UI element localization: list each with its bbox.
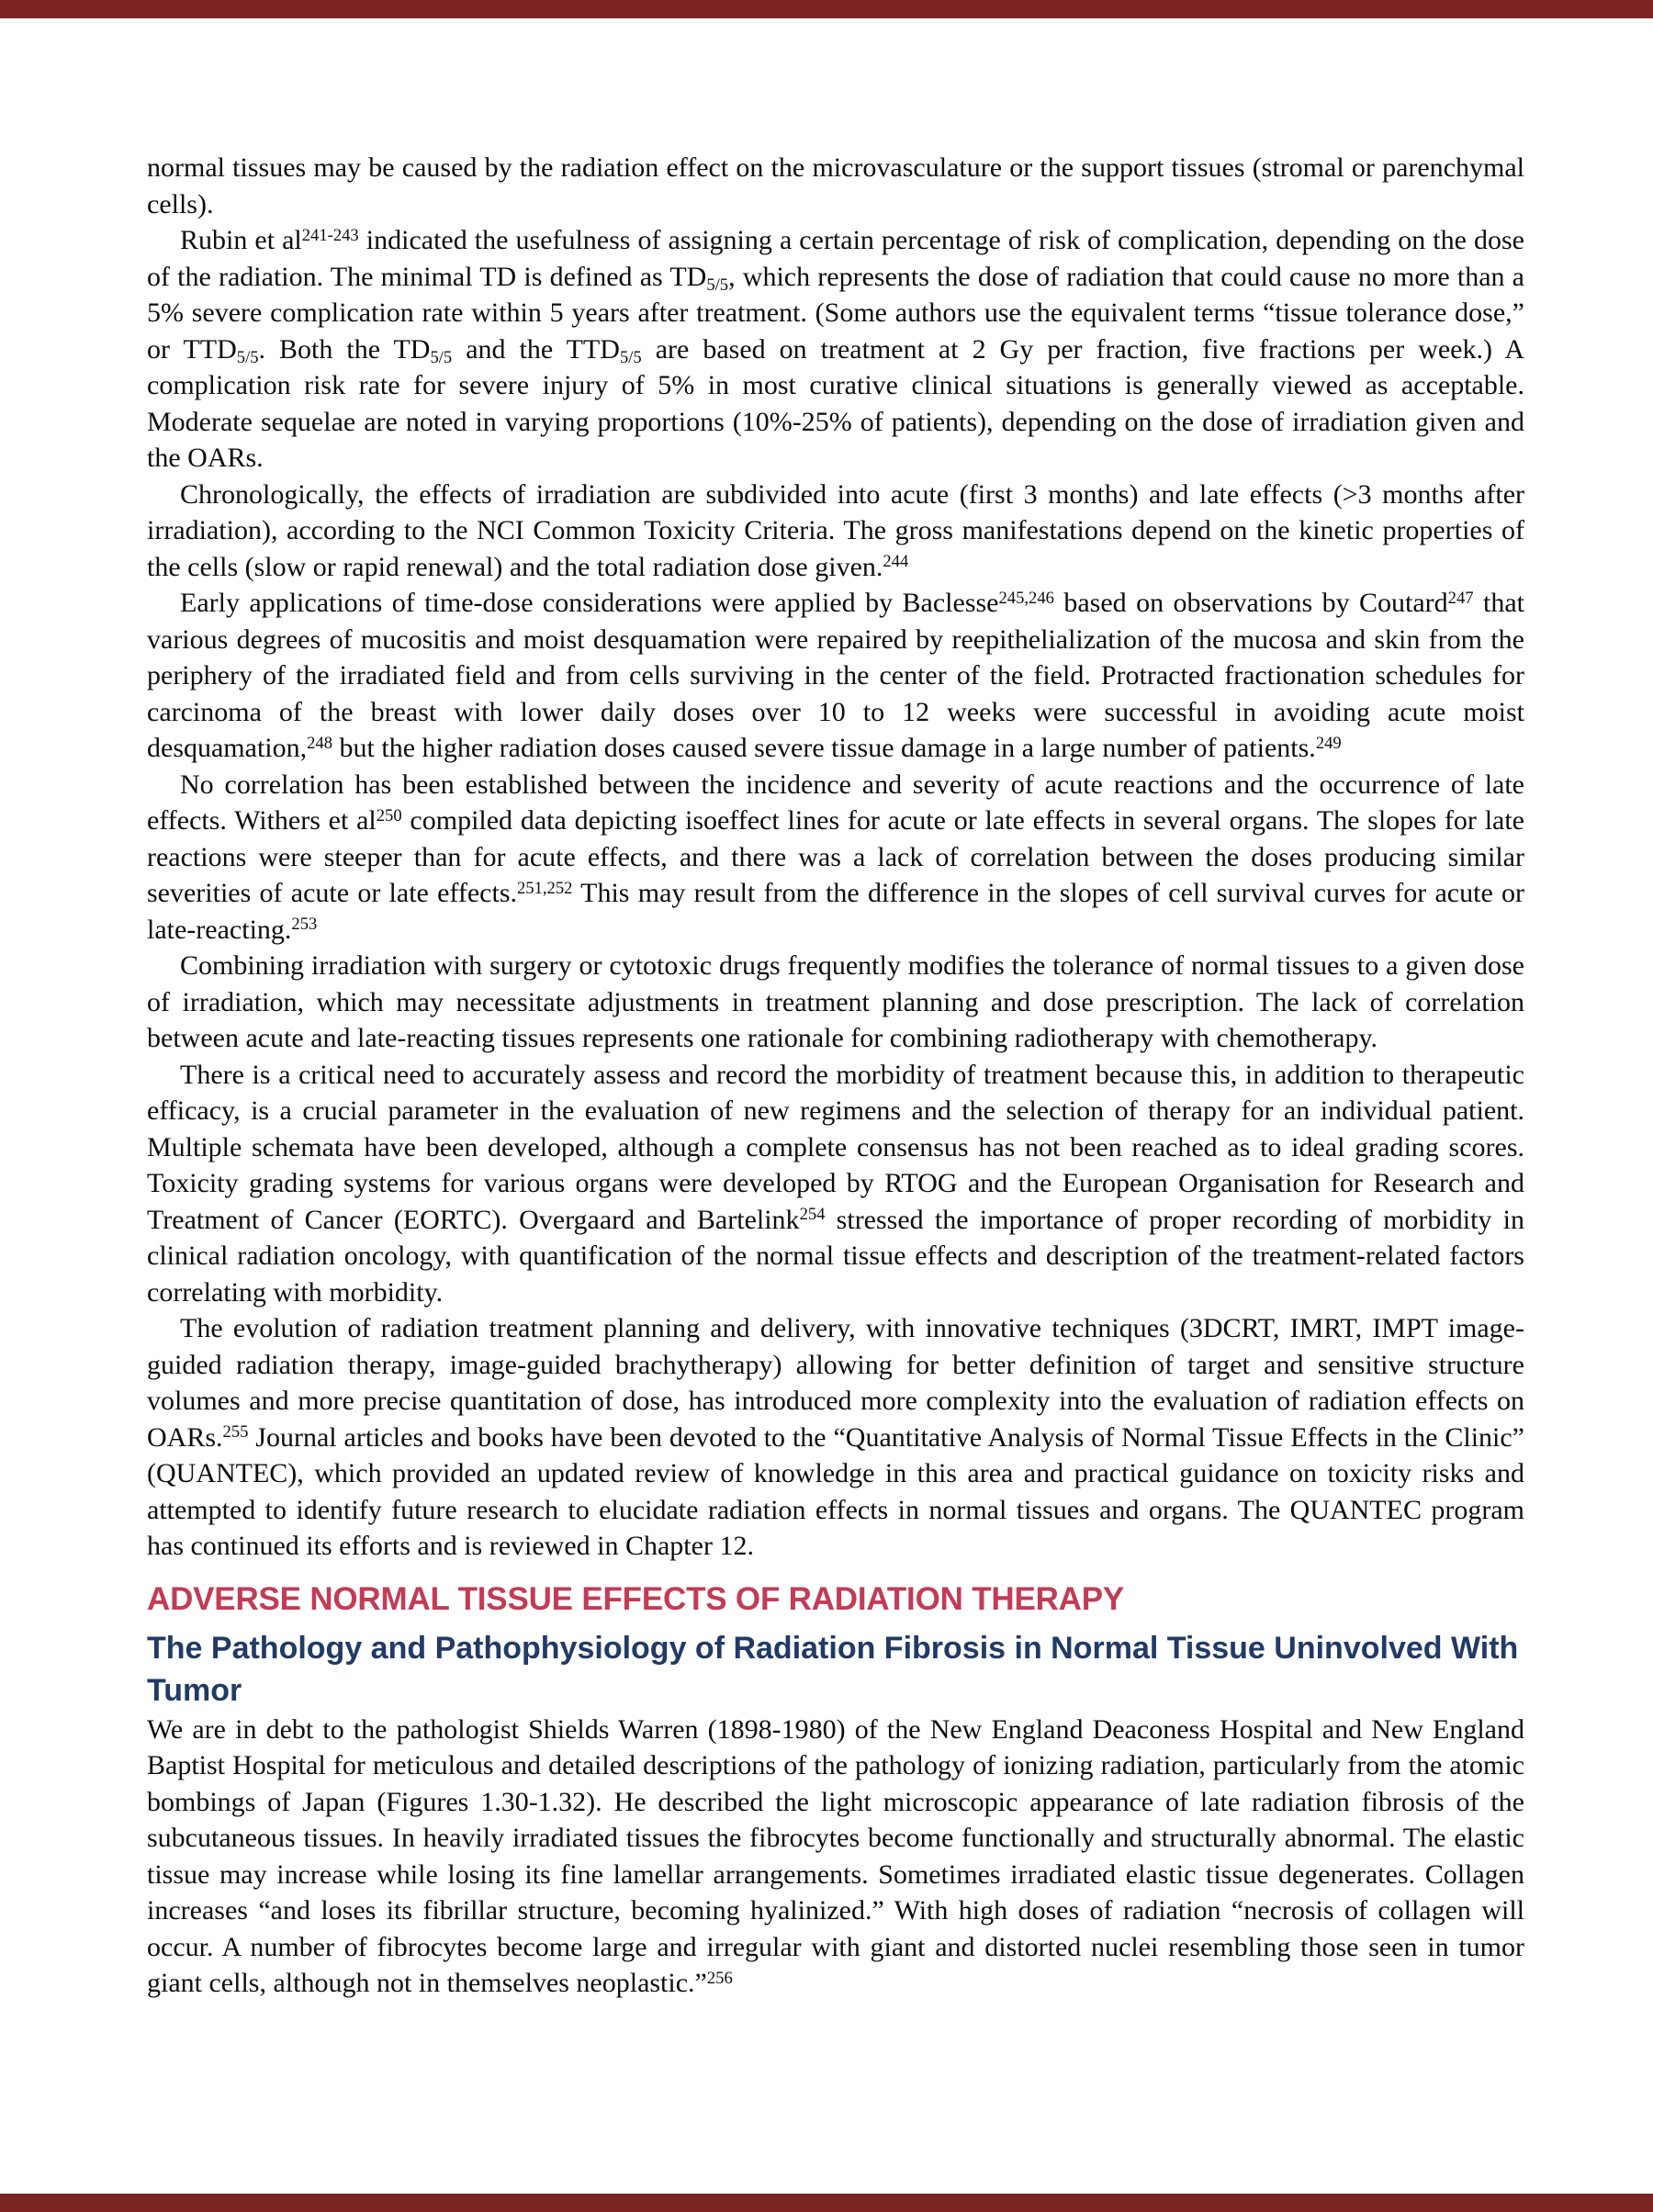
paragraph: We are in debt to the pathologist Shields Warren (1898-1980) of the New England Deaconess Hospital and New England Baptist Hospital for meticulous and detailed descriptions of the pathology of ionizing radiation, particularly from the atomic bombings of Japan (Figures 1.30-1.32). He described the light microscopic appearance of late radiation fibrosis of the subcutaneous tissues. In heavily irradiated tissues the fibrocytes become functionally and structurally abnormal. The elastic tissue may increase while losing its fine lamellar arrangements. Sometimes irradiated elastic tissue degenerates. Collagen increases “and loses its fibrillar structure, becoming hyalinized.” With high doses of radiation “necrosis of collagen will occur. A number of fibrocytes become large and irregular with giant and distorted nuclei resembling those seen in tumor giant cells, although not in themselves neoplastic.”$^{256}$ [147, 1713, 1524, 1998]
reference-superscript: 241-243 [301, 225, 359, 245]
page-top-border [0, 0, 1653, 18]
reference-superscript: 253 [291, 915, 318, 935]
reference-superscript: 247 [1447, 588, 1474, 608]
paragraph: Early applications of time-dose considerations were applied by Baclesse$^{245,246}$ based on observations by Coutard$^{247}$ that various degrees of mucositis and moist desquamation were repaired by reepithelialization of the mucosa and skin from the periphery of the irradiated field and from cells surviving in the center of the field. Protracted fractionation schedules for carcinoma of the breast with lower daily doses over 10 to 12 weeks were successful in avoiding acute moist desquamation,$^{248}$ but the higher radiation doses caused severe tissue damage in a large number of patients.$^{249}$ [147, 588, 1524, 763]
reference-superscript: 255 [222, 1422, 249, 1443]
subsection-heading: The Pathology and Pathophysiology of Radiation Fibrosis in Normal Tissue Uninvolved With Tumor [147, 1630, 1519, 1708]
paragraph: Chronologically, the effects of irradiation are subdivided into acute (first 3 months) and late effects (>3 months after irradiation), according to the NCI Common Toxicity Criteria. The gross manifestations depend on the kinetic properties of the cells (slow or rapid renewal) and the total radiation dose given.$^{244}$ [147, 478, 1524, 582]
reference-superscript: 249 [1315, 733, 1342, 753]
paragraph: There is a critical need to accurately assess and record the morbidity of treatment because this, in addition to therapeutic efficacy, is a crucial parameter in the evaluation of new regimens and the selection of therapy for an individual patient. Multiple schemata have been developed, although a complete consensus has not been reached as to ideal grading scores. Toxicity grading systems for various organs were developed by RTOG and the European Organisation for Research and Treatment of Cancer (EORTC). Overgaard and Bartelink$^{254}$ stressed the importance of proper recording of morbidity in clinical radiation oncology, with quantification of the normal tissue effects and description of the treatment-related factors correlating with morbidity. [147, 1059, 1524, 1308]
reference-superscript: 250 [376, 805, 402, 825]
reference-superscript: 256 [706, 1968, 733, 1988]
dose-subscript: 5/5 [619, 347, 642, 367]
paragraph: normal tissues may be caused by the radiation effect on the microvasculature or the support tissues (stromal or parenchymal cells). [147, 152, 1524, 219]
reference-superscript: 244 [883, 552, 909, 572]
paragraph: Rubin et al$^{241-243}$ indicated the usefulness of assigning a certain percentage of risk of complication, depending on the dose of the radiation. The minimal TD is defined as $TD_{5/5}$, which represents the dose of radiation that could cause no more than a 5% severe complication rate within 5 years after treatment. (Some authors use the equivalent terms “tissue tolerance dose,” or $TTD_{5/5}$. Both the $TD_{5/5}$ and the $TTD_{5/5}$ are based on treatment at 2 Gy per fraction, five fractions per week.) A complication risk rate for severe injury of 5% in most curative clinical situations is generally viewed as acceptable. Moderate sequelae are noted in varying proportions (10%-25% of patients), depending on the dose of irradiation given and the OARs. [147, 225, 1525, 473]
paragraph: No correlation has been established between the incidence and severity of acute reactions and the occurrence of late effects. Withers et al$^{250}$ compiled data depicting isoeffect lines for acute or late effects in several organs. The slopes for late reactions were steeper than for acute effects, and there was a lack of correlation between the doses producing similar severities of acute or late effects.$^{251,252}$ This may result from the difference in the slopes of cell survival curves for acute or late-reacting.$^{253}$ [147, 769, 1524, 945]
dose-subscript: 5/5 [236, 347, 259, 367]
section-heading: ADVERSE NORMAL TISSUE EFFECTS OF RADIATION THERAPY [147, 1580, 1125, 1617]
reference-superscript: 248 [307, 733, 333, 753]
reference-superscript: 254 [799, 1205, 826, 1225]
document-body [147, 150, 1524, 2002]
paragraph: Combining irradiation with surgery or cytotoxic drugs frequently modifies the tolerance of normal tissues to a given dose of irradiation, which may necessitate adjustments in treatment planning and dose prescription. The lack of correlation between acute and late-reacting tissues represents one rationale for combining radiotherapy with chemotherapy. [147, 950, 1524, 1053]
page-bottom-border [0, 2194, 1653, 2212]
paragraph: The evolution of radiation treatment planning and delivery, with innovative techniques (3DCRT, IMRT, IMPT image-guided radiation therapy, image-guided brachytherapy) allowing for better definition of target and sensitive structure volumes and more precise quantitation of dose, has introduced more complexity into the evaluation of radiation effects on OARs.$^{255}$ Journal articles and books have been devoted to the “Quantitative Analysis of Normal Tissue Effects in the Clinic” (QUANTEC), which provided an updated review of knowledge in this area and practical guidance on toxicity risks and attempted to identify future research to elucidate radiation effects in normal tissues and organs. The QUANTEC program has continued its efforts and is reviewed in Chapter 12. [147, 1313, 1524, 1561]
dose-subscript: 5/5 [706, 275, 729, 295]
reference-superscript: 251,252 [517, 878, 573, 898]
reference-superscript: 245,246 [998, 588, 1054, 608]
dose-subscript: 5/5 [430, 347, 453, 367]
